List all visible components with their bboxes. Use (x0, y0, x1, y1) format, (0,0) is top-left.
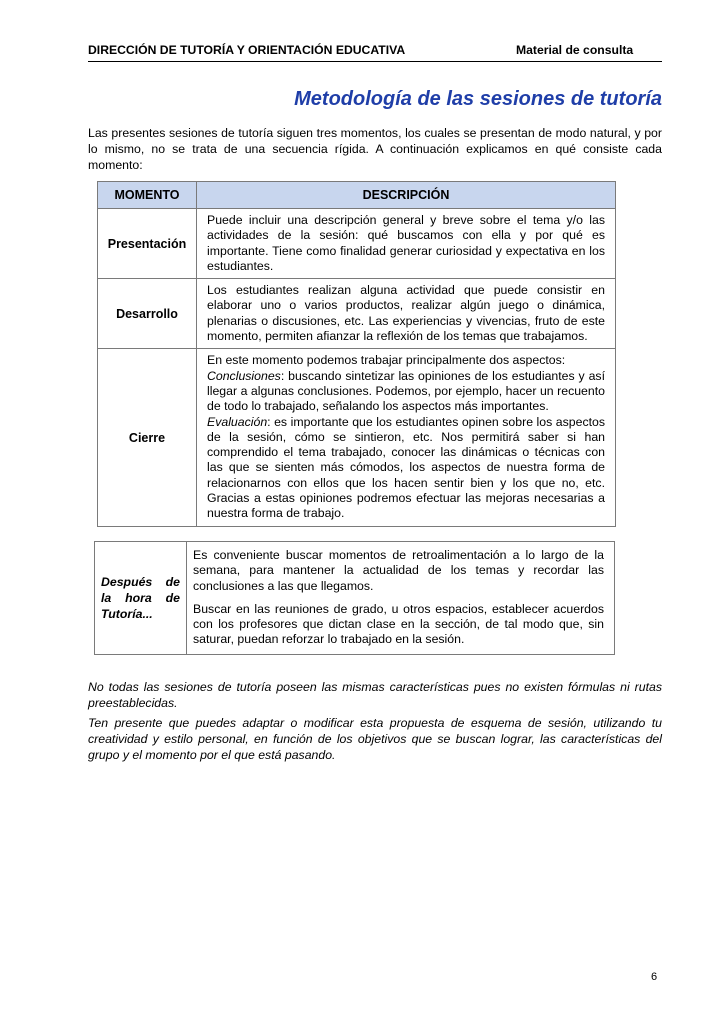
header-material-label: Material de consulta (516, 43, 634, 57)
header-department: DIRECCIÓN DE TUTORÍA Y ORIENTACIÓN EDUCATIVA (88, 43, 406, 57)
page-number: 6 (651, 971, 658, 983)
after-text (187, 542, 615, 655)
moments-table (97, 181, 616, 527)
closing-notes (88, 679, 662, 767)
header-descripcion: DESCRIPCIÓN (197, 182, 616, 209)
cierre-intro: En este momento podemos trabajar principalmente dos aspectos: (207, 353, 566, 368)
after-label: Después de la hora de Tutoría... (95, 542, 187, 655)
after-paragraph-2: Buscar en las reuniones de grado, u otros espacios, establecer acuerdos con los profesores que dictan clase en la sección, de tal modo que, sin saturar, puedan reforzar lo trabajado en la sesión. (193, 601, 604, 647)
conclusiones-text: : buscando sintetizar las opiniones de los estudiantes y así llegar a algunas conclusiones. Podemos, por ejemplo, hacer un recuento de todo lo trabajado, señalando los aspectos más importantes. (207, 368, 605, 414)
moment-name: Cierre (98, 349, 197, 526)
after-tutoria-table (94, 541, 615, 655)
moment-name: Presentación (98, 209, 197, 279)
conclusiones-term: Conclusiones (207, 368, 281, 383)
table-row (98, 279, 616, 349)
table-row (98, 209, 616, 279)
after-paragraph-1: Es conveniente buscar momentos de retroalimentación a lo largo de la semana, para mantener la actualidad de los temas y recordar las conclusiones a las que llegamos. (193, 548, 604, 593)
cierre-conclusiones (207, 369, 605, 415)
table-row (95, 542, 615, 655)
moment-name: Desarrollo (98, 279, 197, 349)
intro-paragraph: Las presentes sesiones de tutoría siguen tres momentos, los cuales se presentan de modo natural, y por lo mismo, no se trata de una secuencia rígida. A continuación explicamos en qué consiste cada momento: (88, 126, 662, 172)
page-title: Metodología de las sesiones de tutoría (294, 88, 662, 110)
closing-paragraph-2: Ten presente que puedes adaptar o modificar esta propuesta de esquema de sesión, utilizando tu creatividad y estilo personal, en función de los objetivos que se buscan lograr, las características del grupo y el momento por el que está pasando. (88, 716, 662, 762)
cierre-evaluacion (207, 415, 605, 522)
moment-description (197, 349, 616, 526)
evaluacion-text: : es importante que los estudiantes opinen sobre los aspectos de la sesión, cómo se sintieron, etc. Nos permitirá saber si han comprendido el tema trabajado, conocer las dinámicas o técnicas con las que se sienten más cómodos, los aspectos de nuestra forma de relacionarnos con ellos que los hacen sentir bien y los que no, etc. Gracias a estas opiniones podremos efectuar las mejoras necesarias a nuestra forma de trabajo. (207, 414, 605, 521)
table-header-row (98, 182, 616, 209)
moment-description: Puede incluir una descripción general y breve sobre el tema y/o las actividades de la sesión: qué buscamos con ella y por qué es importante. Tiene como finalidad generar curiosidad y expectativa en los estudiantes. (197, 209, 616, 279)
evaluacion-term: Evaluación (207, 414, 268, 429)
header-momento: MOMENTO (98, 182, 197, 209)
page-header (88, 43, 662, 62)
closing-paragraph-1: No todas las sesiones de tutoría poseen las mismas características pues no existen fórmulas ni rutas preestablecidas. (88, 680, 662, 710)
table-row (98, 349, 616, 526)
moment-description: Los estudiantes realizan alguna actividad que puede consistir en elaborar uno o varios productos, realizar algún juego o dinámica, plenarias o discusiones, etc. Las experiencias y vivencias, fruto de este momento, permiten afianzar la reflexión de los temas que trabajamos. (197, 279, 616, 349)
